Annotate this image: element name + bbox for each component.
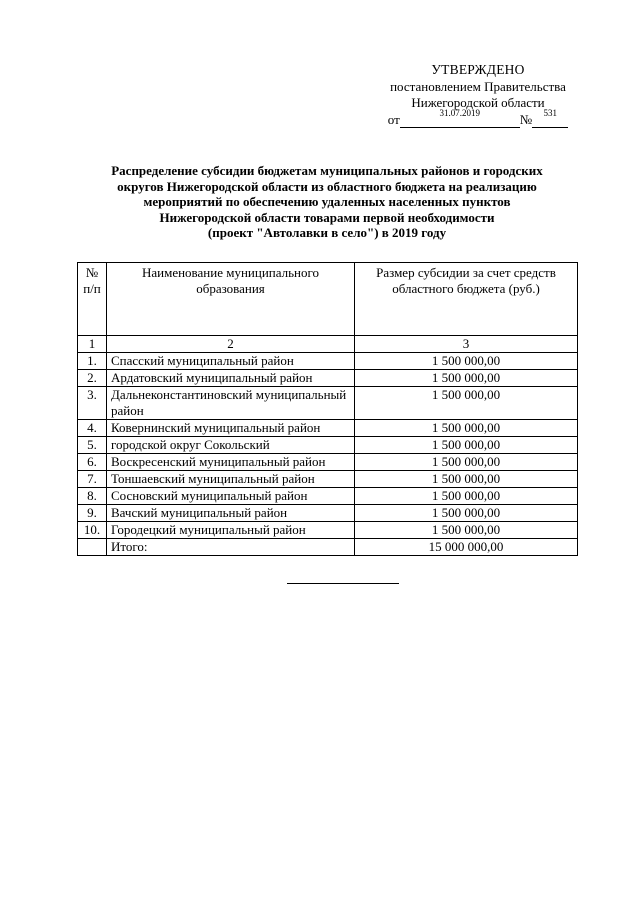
- column-index: 3: [355, 336, 578, 353]
- row-name: Городецкий муниципальный район: [107, 522, 355, 539]
- row-amount: 1 500 000,00: [355, 488, 578, 505]
- table-row: [78, 437, 578, 454]
- header-number-sign: №: [85, 265, 99, 280]
- table-row: [78, 471, 578, 488]
- row-name: Ковернинский муниципальный район: [107, 420, 355, 437]
- date-field: [400, 108, 520, 128]
- row-number: 10.: [78, 522, 107, 539]
- row-name: городской округ Сокольский: [107, 437, 355, 454]
- approval-block: [360, 62, 596, 128]
- row-name: Ардатовский муниципальный район: [107, 370, 355, 387]
- row-name: Вачский муниципальный район: [107, 505, 355, 522]
- table-row: [78, 353, 578, 370]
- column-index-row: [78, 336, 578, 353]
- approval-line-2: Нижегородской области: [411, 95, 545, 110]
- approval-date: 31.07.2019: [439, 108, 481, 118]
- approval-date-line: [360, 108, 596, 129]
- row-number: 5.: [78, 437, 107, 454]
- document-heading: [78, 163, 576, 241]
- row-amount: 1 500 000,00: [355, 370, 578, 387]
- row-name: Воскресенский муниципальный район: [107, 454, 355, 471]
- row-name: Спасский муниципальный район: [107, 353, 355, 370]
- row-name: Тоншаевский муниципальный район: [107, 471, 355, 488]
- table-row: [78, 505, 578, 522]
- row-name: Сосновский муниципальный район: [107, 488, 355, 505]
- row-amount: 1 500 000,00: [355, 471, 578, 488]
- column-index: 1: [78, 336, 107, 353]
- table-row: [78, 387, 578, 420]
- row-number: 1.: [78, 353, 107, 370]
- heading-line: мероприятий по обеспечению удаленных населенных пунктов: [143, 194, 511, 209]
- total-amount: 15 000 000,00: [355, 539, 578, 556]
- row-number: 7.: [78, 471, 107, 488]
- heading-line: Распределение субсидии бюджетам муниципальных районов и городских: [111, 163, 543, 178]
- row-number: 9.: [78, 505, 107, 522]
- approval-title: УТВЕРЖДЕНО: [431, 62, 525, 77]
- heading-line: округов Нижегородской области из областного бюджета на реализацию: [117, 178, 537, 194]
- row-number: 3.: [78, 387, 107, 420]
- total-row: [78, 539, 578, 556]
- row-name: Дальнеконстантиновский муниципальный район: [107, 387, 355, 420]
- table-row: [78, 420, 578, 437]
- table-header-row: [78, 263, 578, 336]
- row-amount: 1 500 000,00: [355, 505, 578, 522]
- number-field: [532, 108, 568, 128]
- header-name: Наименование муниципального образования: [107, 263, 355, 336]
- table-row: [78, 454, 578, 471]
- column-index: 2: [107, 336, 355, 353]
- end-separator-line: [287, 583, 399, 584]
- row-amount: 1 500 000,00: [355, 387, 578, 420]
- header-amount: Размер субсидии за счет средств областного бюджета (руб.): [355, 263, 578, 336]
- row-number: 8.: [78, 488, 107, 505]
- row-number: 2.: [78, 370, 107, 387]
- from-label: от: [387, 111, 400, 127]
- number-label: №: [519, 111, 533, 127]
- approval-number: 531: [543, 108, 557, 118]
- row-amount: 1 500 000,00: [355, 522, 578, 539]
- row-amount: 1 500 000,00: [355, 437, 578, 454]
- heading-line: (проект "Автолавки в село") в 2019 году: [207, 225, 447, 240]
- header-number: [78, 263, 107, 336]
- table-row: [78, 522, 578, 539]
- row-amount: 1 500 000,00: [355, 353, 578, 370]
- row-number: 4.: [78, 420, 107, 437]
- table-row: [78, 370, 578, 387]
- header-number-pp: п/п: [83, 281, 101, 296]
- heading-line: Нижегородской области товарами первой необходимости: [159, 209, 495, 225]
- total-number-cell: [78, 539, 107, 556]
- row-amount: 1 500 000,00: [355, 454, 578, 471]
- total-label: Итого:: [107, 539, 355, 556]
- table-row: [78, 488, 578, 505]
- subsidy-table: [77, 262, 578, 556]
- row-amount: 1 500 000,00: [355, 420, 578, 437]
- approval-line-1: постановлением Правительства: [390, 78, 566, 94]
- row-number: 6.: [78, 454, 107, 471]
